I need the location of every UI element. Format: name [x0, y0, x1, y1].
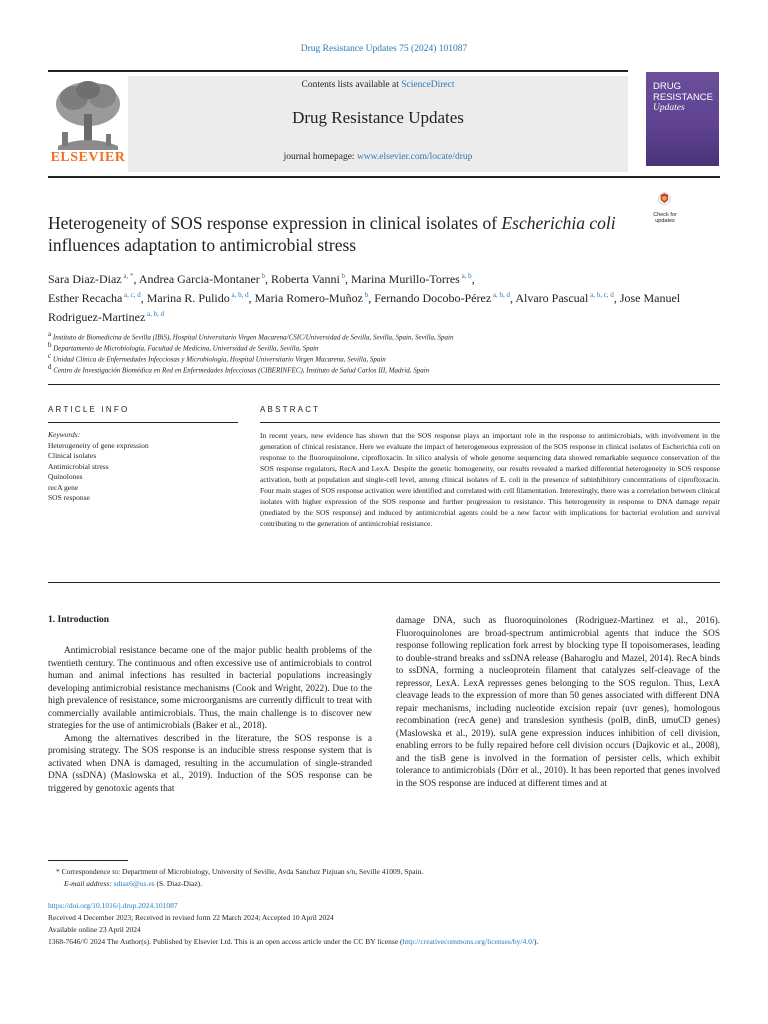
intro-paragraph-1: Antimicrobial resistance became one of the major public health problems of the twentieth century. The continuous and often excessive use of antimicrobials to control human and animal infections has resulted in bacterial populations increasingly developing antimicrobial resistance mechanisms (Cook and Wright, 2022). Due to the high prevalence of resistance, some microorganisms are currently difficult to treat with commercially available antimicrobials. Thus, the main challenge is to discover new strategies for the use of antimicrobials (Baker et al., 2018).: [48, 646, 372, 731]
cover-line3: Updates: [653, 103, 685, 113]
affiliation-marker: b: [48, 341, 54, 349]
license-prefix: 1368-7646/© 2024 The Author(s). Published by Elsevier Ltd. This is an open access article under the CC BY license (: [48, 937, 403, 946]
author-affiliation-marker[interactable]: b: [362, 291, 369, 299]
email-label: E-mail address:: [64, 879, 114, 888]
license-line: [48, 936, 720, 947]
section-rule: [48, 384, 720, 385]
cover-line2: RESISTANCE: [653, 91, 714, 103]
author-affiliation-marker[interactable]: a, b, c, d: [588, 291, 614, 299]
sciencedirect-link[interactable]: ScienceDirect: [401, 80, 455, 90]
cover-title: [653, 82, 713, 114]
header-bottom-rule: [48, 176, 720, 178]
author-name: Jose Manuel Rodriguez-Martinez: [48, 291, 681, 324]
keyword: Heterogeneity of gene expression: [48, 440, 149, 450]
license-suffix: ).: [533, 937, 539, 946]
check-for-updates-label[interactable]: [640, 212, 690, 224]
homepage-line: [128, 152, 628, 162]
author-affiliation-marker[interactable]: a, *: [121, 272, 134, 280]
author-name: Andrea Garcia-Montaner: [138, 272, 260, 286]
contents-prefix: Contents lists available at: [301, 80, 402, 90]
keyword: recA gene: [48, 482, 79, 492]
homepage-link[interactable]: www.elsevier.com/locate/drup: [356, 152, 473, 162]
journal-title: Drug Resistance Updates: [292, 108, 464, 127]
journal-cover-thumbnail[interactable]: [646, 72, 719, 166]
affiliation-text: Departamento de Microbiología, Facultad de Medicina, Universidad de Sevilla, Sevilla, Spain: [53, 344, 319, 353]
author-name: Roberta Vanni: [271, 272, 340, 286]
author-name: Alvaro Pascual: [515, 291, 589, 305]
keywords-block: [48, 430, 238, 504]
email-link[interactable]: sdiaz6@us.es: [113, 879, 155, 888]
keyword: SOS response: [48, 493, 90, 502]
affiliation-d: [48, 363, 720, 375]
author-affiliation-marker[interactable]: a, b, d: [145, 310, 165, 318]
author-name: Esther Recacha: [48, 291, 123, 305]
author-affiliation-marker[interactable]: a, c, d: [122, 291, 141, 299]
intro-paragraph-2: Among the alternatives described in the literature, the SOS response is a promising strategy. The SOS response is an inducible stress response system that is activated when DNA is damaged, resulting in the accumulation of single-stranded DNA (ssDNA) (Maslowska et al., 2019). Induction of the SOS response can be triggered by genotoxic agents that: [48, 733, 372, 794]
author-name: Marina Murillo-Torres: [351, 272, 460, 286]
contents-line: [128, 80, 628, 90]
author-name: Maria Romero-Muñoz: [254, 291, 363, 305]
homepage-prefix: journal homepage:: [283, 152, 357, 162]
affiliation-text: Instituto de Biomedicina de Sevilla (IBiS), Hospital Universitario Virgen Macarena/CSIC/Universidad de Sevilla, Sevilla, Spain, Sevilla, Spain: [52, 333, 454, 342]
article-info-heading: ARTICLE INFO: [48, 405, 130, 414]
keyword: Quinolones: [48, 472, 83, 481]
affiliation-text: Unidad Clínica de Enfermedades Infecciosas y Microbiología, Hospital Universitario Virgen Macarena, Sevilla, Spain: [52, 355, 386, 364]
check-for-updates-icon[interactable]: [648, 192, 682, 214]
article-title: [48, 212, 638, 256]
abstract-rule: [260, 422, 720, 423]
affiliation-marker: a: [48, 330, 53, 338]
check-updates-line2: updates: [655, 218, 675, 224]
keywords-list: [48, 441, 238, 504]
keyword: Clinical isolates: [48, 451, 97, 460]
title-italic: Escherichia coli: [501, 213, 616, 233]
abstract-bottom-rule: [48, 582, 720, 583]
footnote-rule: [48, 860, 128, 861]
header-top-rule: [48, 70, 628, 72]
elsevier-wordmark: ELSEVIER: [50, 150, 126, 165]
journal-citation[interactable]: Drug Resistance Updates 75 (2024) 101087: [300, 44, 468, 54]
intro-paragraph-3: damage DNA, such as fluoroquinolones (Rodriguez-Martinez et al., 2016). Fluoroquinolones are broad-spectrum antimicrobial agents that induce the SOS response following replication fork arrest by blocking type II topoisomerases, leading to double-strand breaks and ssDNA release (Baharoglu and Mazel, 2014). RecA binds to ssDNA, forming a nucleoprotein filament that catalyzes self-cleavage of the repressor, LexA. LexA represses genes belonging to the SOS regulon. Thus, LexA cleavage leads to the expression of more than 50 genes associated with different DNA repair mechanisms, including nucleotide excision repair (uvr genes), homologous recombination (recA gene) and translesion synthesis (polB, dinB, umuCD genes) (Maslowska et al., 2019). sulA gene expression induces inhibition of cell division, enabling errors to be fully repaired before cell division occurs (Dajkovic et al., 2008), and the tisB gene is involved in the formation of persister cells, which exhibit tolerance to antimicrobials (Dörr et al., 2010). It has been reported that genes involved in the SOS response are induced at different times and at: [396, 616, 720, 789]
abstract-text: In recent years, new evidence has shown that the SOS response plays an important role in the response to antimicrobials, with involvement in the generation of clinical resistance. Here we evaluate the impact of heterogeneous expression of the SOS response in clinical isolates of Escherichia coli on response to the fluoroquinolone, ciprofloxacin. In silico analysis of whole genome sequencing data showed remarkable sequence conservation of the SOS response regulators, RecA and LexA. Despite the genetic homogeneity, our results revealed a marked differential heterogeneity in SOS response activation, both at population and single-cell level, among clinical isolates of E. coli in the presence of subinhibitory concentrations of ciprofloxacin. Four main stages of SOS response activation were identified and correlated with cell filamentation. Interestingly, there was a correlation between clinical isolates with higher expression of the SOS response and further progression to resistance. This heterogeneity in response to DNA damage repair (mediated by the SOS response) and induced by antimicrobial agents could be a new factor with implications for bacterial evolution and survival contributing to the generation of antimicrobial resistance.: [260, 431, 720, 528]
author-name: Sara Diaz-Diaz: [48, 272, 122, 286]
email-footnote: [48, 878, 736, 889]
author-affiliation-marker[interactable]: b: [259, 272, 266, 280]
author-affiliation-marker[interactable]: a, b: [459, 272, 472, 280]
online-date: Available online 23 April 2024: [48, 925, 141, 934]
abstract-heading: ABSTRACT: [260, 405, 321, 414]
author-list: Sara Diaz-Diaz $^{a, *}$, Andrea Garcia-Montaner $^b$, Roberta Vanni $^b$, Marina Murillo-Torres $^{a, b}$, Esther Recacha $^{a, c, d}$, Marina R. Pulido $^{a, b, d}$, Maria Romero-Muñoz $^b$, Fernando Docobo-Pérez $^{a, b, d}$, Alvaro Pascual $^{a, b, c, d}$, Jose Manuel Rodriguez-Martinez $^{a, b, d}$: [48, 272, 681, 324]
author-name: Fernando Docobo-Pérez: [374, 291, 492, 305]
author-affiliation-marker[interactable]: a, b, d: [229, 291, 249, 299]
license-link[interactable]: http://creativecommons.org/licenses/by/4.0/: [402, 937, 534, 946]
title-part1: Heterogeneity of SOS response expression in clinical isolates of: [48, 213, 502, 233]
intro-column-2: [396, 615, 720, 790]
intro-column-1: [48, 645, 372, 795]
article-info-rule: [48, 422, 238, 423]
section-heading-introduction: 1. Introduction: [48, 615, 110, 625]
email-suffix: (S. Diaz-Diaz).: [154, 879, 203, 888]
received-dates: Received 4 December 2023; Received in revised form 22 March 2024; Accepted 10 April 2024: [48, 913, 334, 922]
author-affiliation-marker[interactable]: a, b, d: [491, 291, 511, 299]
affiliation-marker: c: [48, 352, 53, 360]
cover-line1: DRUG: [653, 81, 681, 92]
title-part2: influences adaptation to antimicrobial stress: [48, 235, 357, 255]
keywords-label: Keywords:: [48, 430, 81, 439]
correspondence-footnote: * Correspondence to: Department of Microbiology, University of Seville, Avda Sanchez Pizjuan s/n, Seville 41009, Spain.: [56, 867, 424, 876]
keyword: Antimicrobial stress: [48, 461, 109, 471]
affiliation-marker: d: [48, 363, 54, 371]
author-affiliation-marker[interactable]: b: [339, 272, 346, 280]
doi-link[interactable]: https://doi.org/10.1016/j.drup.2024.101087: [48, 901, 178, 910]
affiliation-text: Centro de Investigación Biomédica en Red en Enfermedades Infecciosas (CIBERINFEC), Instituto de Salud Carlos III, Madrid, Spain: [53, 366, 430, 375]
author-name: Marina R. Pulido: [146, 291, 230, 305]
check-updates-line1: Check for: [653, 212, 677, 218]
